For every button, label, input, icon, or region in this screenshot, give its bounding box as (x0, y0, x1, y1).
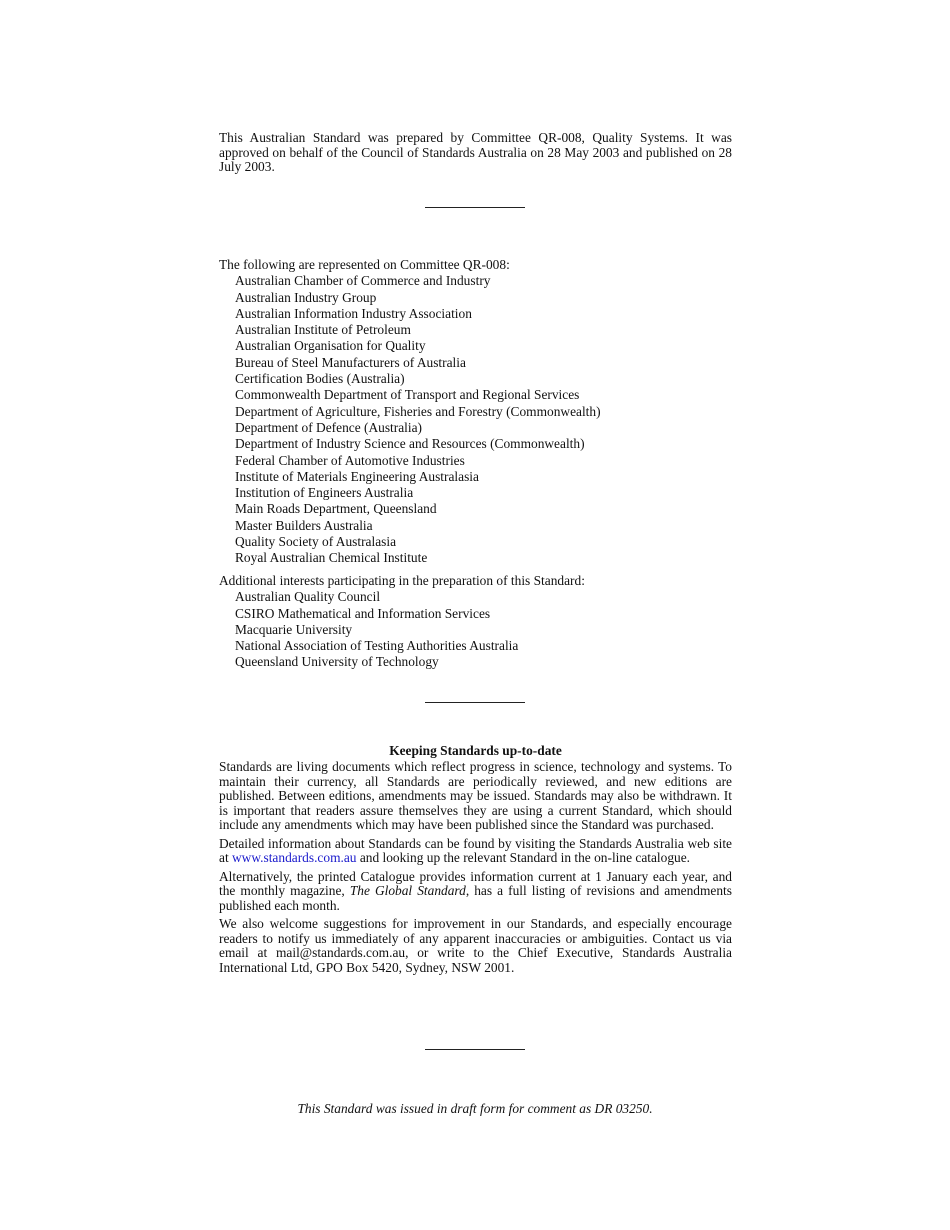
list-item: Australian Information Industry Association (235, 305, 472, 321)
list-item: Australian Organisation for Quality (235, 338, 426, 354)
list-item: Quality Society of Australasia (235, 534, 397, 550)
list-item: Australian Industry Group (235, 289, 377, 305)
additional-heading: Additional interests participating in the preparation of this Standard: (219, 573, 585, 588)
list-item: Australian Quality Council (235, 589, 381, 605)
paragraph-suggestions: We also welcome suggestions for improvement in our Standards, and especially encourage readers to notify us immediately of any apparent inaccuracies or ambiguities. Contact us via email at mail@standards.com.au, or write to the Chief Executive, Standards Australia International Ltd, GPO Box 5420, Sydney, NSW 2001. (219, 916, 732, 975)
intro-paragraph: This Australian Standard was prepared by Committee QR-008, Quality Systems. It was approved on behalf of the Council of Standards Australia on 28 May 2003 and published on 28 July 2003. (219, 130, 732, 174)
paragraph-web-info (219, 837, 732, 866)
list-item: Main Roads Department, Queensland (235, 501, 437, 517)
list-item: Federal Chamber of Automotive Industries (235, 452, 465, 468)
additional-interests-section (219, 573, 732, 671)
list-item: Certification Bodies (Australia) (235, 371, 405, 387)
list-item: Queensland University of Technology (235, 654, 439, 670)
list-item: Macquarie University (235, 621, 353, 637)
additional-member-list (219, 589, 732, 670)
section-heading: Keeping Standards up-to-date (389, 743, 562, 758)
divider-1 (425, 207, 525, 208)
list-item: Royal Australian Chemical Institute (235, 550, 428, 566)
paragraph-living-documents: Standards are living documents which reflect progress in science, technology and systems. To maintain their currency, all Standards are periodically reviewed, and new editions are published. Between editions, amendments may be issued. Standards may also be withdrawn. It is important that readers assure themselves they are using a current Standard, which should include any amendments which may have been published since the Standard was purchased. (219, 759, 732, 832)
list-item: National Association of Testing Authorities Australia (235, 638, 519, 654)
text: , has a full listing of revisions and amendments published each month. (219, 883, 732, 913)
list-item: Bureau of Steel Manufacturers of Australia (235, 354, 466, 370)
list-item: Australian Chamber of Commerce and Industry (235, 273, 491, 289)
list-item: Institute of Materials Engineering Australasia (235, 468, 479, 484)
list-item: Master Builders Australia (235, 517, 373, 533)
text: Detailed information about Standards can be found by visiting the Standards Australia web site at (219, 835, 732, 865)
draft-note: This Standard was issued in draft form for comment as DR 03250. (297, 1101, 653, 1116)
list-item: Department of Agriculture, Fisheries and Forestry (Commonwealth) (235, 403, 601, 419)
list-item: Department of Defence (Australia) (235, 419, 423, 435)
committee-member-list (219, 273, 732, 566)
divider-3 (425, 1049, 525, 1050)
standards-website-link[interactable]: www.standards.com.au (232, 850, 357, 865)
list-item: Australian Institute of Petroleum (235, 322, 411, 338)
magazine-title: The Global Standard (349, 883, 466, 898)
keeping-standards-section (219, 743, 732, 979)
paragraph-catalogue (219, 870, 732, 914)
list-item: Institution of Engineers Australia (235, 485, 414, 501)
text: Alternatively, the printed Catalogue provides information current at 1 January each year, and the monthly magazine, (219, 868, 732, 898)
committee-heading: The following are represented on Committee QR-008: (219, 257, 510, 272)
committee-section (219, 257, 732, 567)
divider-2 (425, 702, 525, 703)
list-item: CSIRO Mathematical and Information Services (235, 605, 491, 621)
text: and looking up the relevant Standard in the on-line catalogue. (356, 850, 691, 865)
list-item: Commonwealth Department of Transport and Regional Services (235, 387, 580, 403)
list-item: Department of Industry Science and Resources (Commonwealth) (235, 436, 585, 452)
